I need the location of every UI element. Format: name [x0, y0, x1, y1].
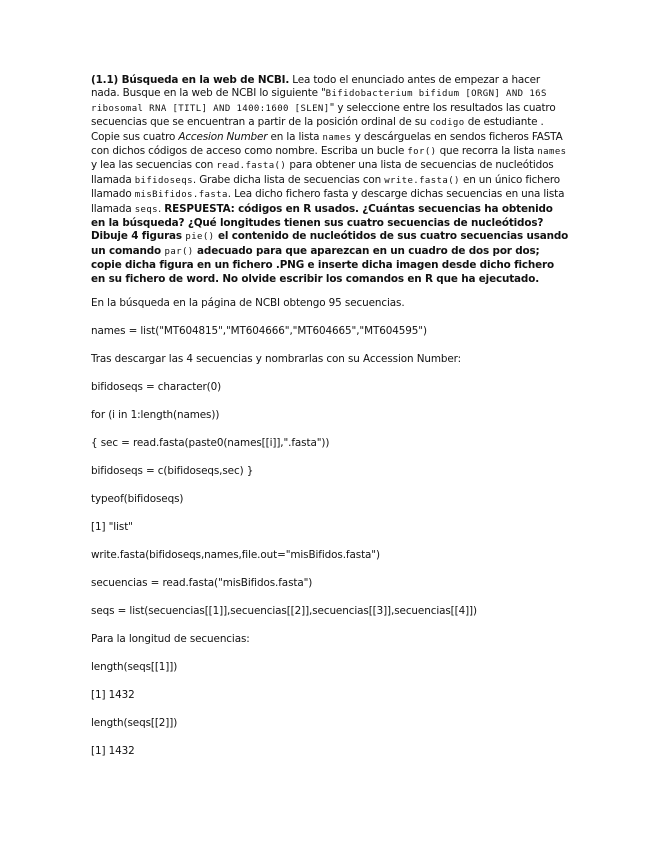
question-bold-text: RESPUESTA: códigos en R usados. ¿Cuántas secuencias ha obtenido en la búsqueda? ¿Qué longitudes tienen sus cuatro secuencias de nucleótidos? Dibuje 4 figuras [91, 202, 553, 243]
question-text: para obtener una lista de secuencias de nucleótidos llamada [91, 159, 554, 186]
inline-code: misBifidos.fasta [134, 190, 228, 201]
question-text: que recorra la lista [436, 145, 538, 158]
answer-line: bifidoseqs = c(bifidoseqs,sec) } [91, 465, 254, 477]
inline-code: pie() [185, 232, 215, 243]
inline-code: seqs [134, 204, 158, 215]
question-text: . Lea dicho fichero fasta y descarge dichas secuencias en una lista llamada [91, 188, 565, 215]
answer-line: [1] "list" [91, 521, 133, 533]
inline-code: names [537, 147, 567, 158]
answer-line: bifidoseqs = character(0) [91, 381, 222, 393]
answer-line: names = list("MT604815","MT604666","MT604665","MT604595") [91, 325, 427, 337]
inline-code: bifidoseqs [134, 175, 193, 186]
answer-line: length(seqs[[2]]) [91, 717, 178, 729]
answer-line: seqs = list(secuencias[[1]],secuencias[[2]],secuencias[[3]],secuencias[[4]]) [91, 605, 477, 617]
answer-line: Tras descargar las 4 secuencias y nombrarlas con su Accession Number: [91, 353, 462, 365]
italic-term: Accesion Number [178, 130, 268, 143]
question-heading: (1.1) Búsqueda en la web de NCBI. [91, 74, 290, 86]
question-text: en un único fichero llamado [91, 173, 560, 201]
question-text: de estudiante . Copie sus cuatro [91, 116, 544, 143]
search-query-code: Bifidobacterium bifidum [ORGN] AND 16S ribosomal RNA [TITL] AND 1400:1600 [SLEN] [91, 89, 547, 114]
question-bold-text: el contenido de nucleótidos de sus cuatro secuencias usando un comando [91, 230, 569, 257]
question-text: en la lista [267, 130, 323, 143]
answer-line: [1] 1432 [91, 689, 135, 701]
question-bold-text: adecuado para que aparezcan en un cuadro de dos por dos; copie dicha figura en un fichero .PNG e inserte dicha imagen desde dicho fichero en su fichero de word. No olvide escribir los comandos en R que ha ejecutado. [91, 244, 554, 285]
inline-code: par() [164, 246, 194, 257]
inline-code: names [322, 132, 352, 143]
answer-line: En la búsqueda en la página de NCBI obtengo 95 secuencias. [91, 297, 405, 309]
answer-line: typeof(bifidoseqs) [91, 493, 184, 505]
answer-line: write.fasta(bifidoseqs,names,file.out="misBifidos.fasta") [91, 549, 380, 561]
answer-line: for (i in 1:length(names)) [91, 409, 220, 421]
answer-line: { sec = read.fasta(paste0(names[[i]],".fasta")) [91, 437, 330, 449]
question-paragraph [91, 74, 569, 286]
question-text: y lea las secuencias con [91, 159, 217, 172]
inline-code: codigo [429, 118, 465, 129]
inline-code: write.fasta() [384, 175, 460, 186]
answer-line: length(seqs[[1]]) [91, 661, 178, 673]
answer-line: secuencias = read.fasta("misBifidos.fasta") [91, 577, 313, 589]
question-text: " y seleccione entre los resultados las cuatro secuencias que se encuentran a partir de la posición ordinal de su [91, 101, 556, 129]
question-text: . [157, 202, 165, 215]
question-text: y descárguelas en sendos ficheros FASTA con dichos códigos de acceso como nombre. Escriba un bucle [91, 130, 563, 158]
inline-code: read.fasta() [216, 161, 287, 172]
question-text: Lea todo el enunciado antes de empezar a hacer nada. Busque en la web de NCBI lo siguiente " [91, 74, 541, 100]
answer-line: Para la longitud de secuencias: [91, 633, 250, 645]
answer-line: [1] 1432 [91, 745, 135, 757]
inline-code: for() [407, 147, 437, 158]
question-text: . Grabe dicha lista de secuencias con [192, 173, 385, 186]
